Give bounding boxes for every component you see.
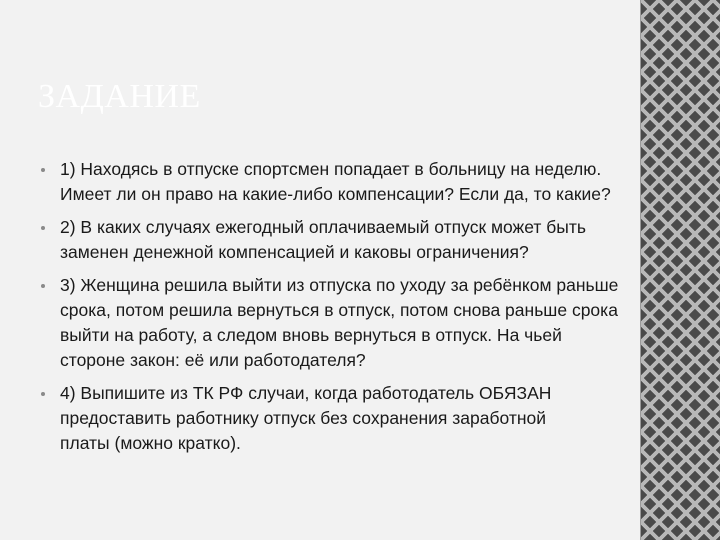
task-item-text: 2) В каких случаях ежегодный оплачиваемый отпуск может быть заменен денежной компенсацией и каковы ограничения? <box>60 217 587 262</box>
task-item-4 <box>60 381 600 456</box>
bullet-icon <box>41 392 45 396</box>
slide-title: ЗАДАНИЕ <box>38 78 201 115</box>
bullet-icon <box>41 226 45 230</box>
task-item-text: 4) Выпишите из ТК РФ случаи, когда работодатель ОБЯЗАН предоставить работнику отпуск без сохранения заработной платы (можно кратко). <box>60 383 552 453</box>
bullet-icon <box>41 284 45 288</box>
task-item-text: 3) Женщина решила выйти из отпуска по уходу за ребёнком раньше срока, потом решила вернуться в отпуск, потом снова раньше срока выйти на работу, а следом вновь вернуться в отпуск. На чьей стороне закон: её или работодателя? <box>60 275 619 370</box>
bullet-icon <box>41 168 45 172</box>
task-item-3 <box>60 273 620 373</box>
task-item-1 <box>60 157 620 207</box>
task-item-text: 1) Находясь в отпуске спортсмен попадает в больницу на неделю. Имеет ли он право на какие-либо компенсации? Если да, то какие? <box>60 159 611 204</box>
task-item-2 <box>60 215 620 265</box>
task-list <box>60 157 620 464</box>
decorative-pattern-panel <box>641 0 720 540</box>
